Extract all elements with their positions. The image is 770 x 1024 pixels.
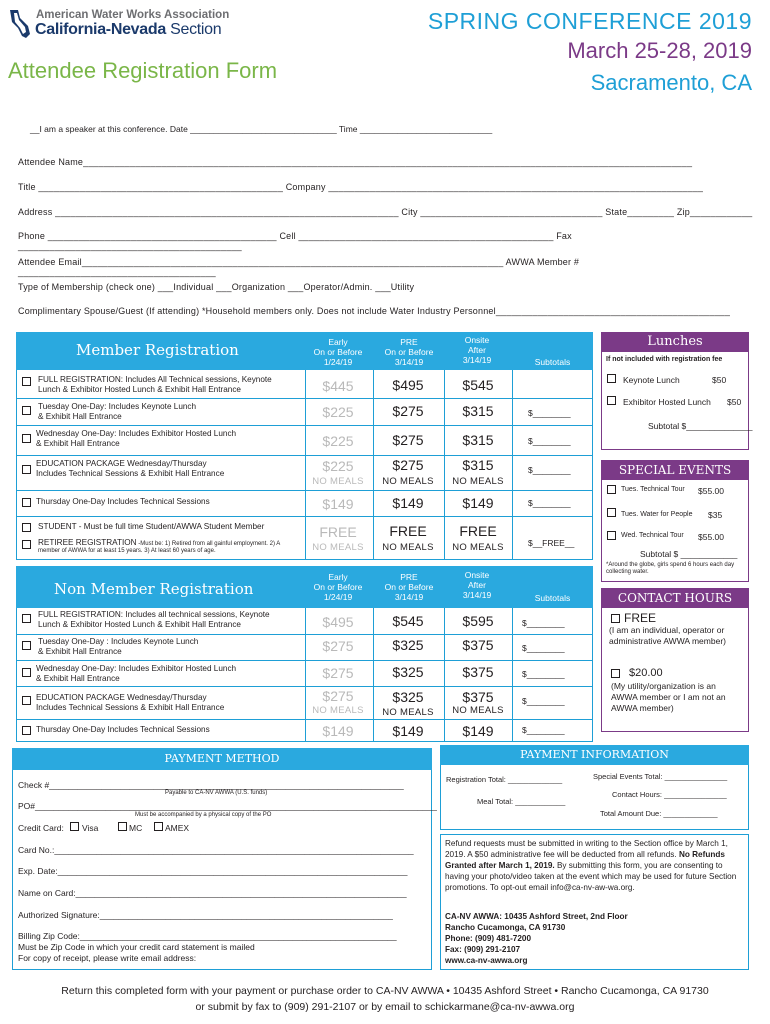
nonmember-thursday-checkbox[interactable] [22, 726, 31, 735]
member-education-pre: $275 [392, 457, 424, 473]
retiree-label: RETIREE REGISTRATION -Must be: 1) Retired from all gainful employment. 2) A [38, 538, 281, 547]
tour2-price: $35 [708, 510, 723, 520]
member-full-pre: $495 [392, 377, 424, 393]
tour1-price: $55.00 [698, 486, 724, 496]
keynote-lunch-checkbox[interactable] [607, 374, 616, 383]
nonmember-wednesday-early: $275 [322, 665, 354, 681]
contact-hours-paid-checkbox[interactable] [611, 669, 620, 678]
row-divider [16, 425, 593, 426]
member-education-early-nomeals: NO MEALS [312, 476, 364, 487]
po-note: Must be accompanied by a physical copy of the PO [135, 812, 272, 818]
awwa-logo-icon [8, 8, 33, 41]
nonmember-wednesday-label: Wednesday One-Day: Includes Exhibitor Hosted Lunch & Exhibit Hall Entrance [36, 664, 237, 683]
membership-type-field[interactable]: Type of Membership (check one) ___Individual ___Organization ___Operator/Admin. ___Utility [18, 282, 415, 292]
amex-label: AMEX [165, 823, 190, 833]
nonmember-col-divider-1 [373, 608, 374, 742]
member-col-subtotals: Subtotals [534, 357, 571, 367]
tour1-checkbox[interactable] [607, 485, 616, 494]
member-tuesday-checkbox[interactable] [22, 406, 31, 415]
member-thursday-subtotal[interactable]: $________ [528, 498, 571, 508]
card-number-field[interactable]: Card No.:____________________________________________________________________________ [18, 845, 414, 855]
member-thursday-checkbox[interactable] [22, 498, 31, 507]
nonmember-tuesday-checkbox[interactable] [22, 641, 31, 650]
spouse-field[interactable]: Complimentary Spouse/Guest (If attending) *Household members only. Does not include Water Industry Personnel_____________________________________________ [18, 306, 731, 316]
nonmember-col-subtotals: Subtotals [534, 593, 571, 603]
nonmember-tuesday-pre: $325 [392, 637, 424, 653]
conference-location: Sacramento, CA [590, 70, 752, 95]
row-divider [16, 719, 593, 720]
member-wednesday-subtotal[interactable]: $________ [528, 436, 571, 446]
nonmember-wednesday-checkbox[interactable] [22, 668, 31, 677]
member-tuesday-subtotal[interactable]: $________ [528, 408, 571, 418]
org-address: CA-NV AWWA: 10435 Ashford Street, 2nd Floor Rancho Cucamonga, CA 91730 Phone: (909) 481-7200 Fax: (909) 291-2107 www.ca-nv-awwa.org [445, 912, 628, 965]
credit-card-label: Credit Card: [18, 823, 64, 833]
billing-zip-field[interactable]: Billing Zip Code:___________________________________________________________________ [18, 931, 397, 941]
lunches-header: Lunches [601, 332, 749, 352]
member-wednesday-early: $225 [322, 433, 354, 449]
refund-policy: Refund requests must be submitted in writing to the Section office by March 1, 2019. A $50 administrative fee will be deducted from all refunds. No Refunds Granted after March 1, 2019. By submitting this form, you are consenting to having your photo/video taken at the event which may be used for future Section promotions. To opt-out email info@ca-nv-aw-wa.org. [445, 839, 737, 892]
row-divider [16, 490, 593, 491]
member-col-early: Early On or Before 1/24/19 [313, 337, 363, 367]
contact-hours-header: CONTACT HOURS [601, 588, 749, 608]
row-divider [16, 398, 593, 399]
member-tuesday-early: $225 [322, 404, 354, 420]
nonmember-education-label: EDUCATION PACKAGE Wednesday/Thursday Includes Technical Sessions & Exhibit Hall Entrance [36, 693, 225, 712]
special-events-note: *Around the globe, girls spend 6 hours each day collecting water. [606, 562, 735, 575]
exp-date-field[interactable]: Exp. Date:__________________________________________________________________________ [18, 866, 408, 876]
email-field[interactable]: Attendee Email_________________________________________________________________________________ AWWA Member # ______________________________________ [18, 257, 580, 277]
mc-label: MC [129, 823, 143, 833]
member-education-onsite: $315 [462, 457, 494, 473]
conference-title: SPRING CONFERENCE 2019 [427, 8, 752, 34]
nonmember-wednesday-onsite: $375 [462, 664, 494, 680]
member-wednesday-onsite: $315 [462, 432, 494, 448]
nonmember-registration-title: Non Member Registration [54, 580, 254, 598]
member-col-pre: PRE On or Before 3/14/19 [384, 337, 434, 367]
member-full-label: FULL REGISTRATION: Includes All Technical sessions, Keynote Lunch & Exhibitor Hosted Lunch & Exhibit Hall Entrance [38, 375, 272, 394]
payment-info-header: PAYMENT INFORMATION [440, 745, 749, 765]
keynote-lunch-label: Keynote Lunch [623, 375, 680, 385]
nonmember-education-pre: $325 [392, 689, 424, 705]
attendee-name-field[interactable]: Attendee Name_____________________________________________________________________________________________________________________ [18, 157, 693, 167]
payment-method-header: PAYMENT METHOD [12, 748, 432, 770]
amex-checkbox[interactable] [154, 822, 163, 831]
student-early-free: FREE [319, 524, 357, 540]
nonmember-wednesday-subtotal[interactable]: $________ [522, 669, 565, 679]
nonmember-col-onsite: Onsite After 3/14/19 [462, 570, 492, 600]
member-full-checkbox[interactable] [22, 377, 31, 386]
check-note: Payable to CA-NV AWWA (U.S. funds) [165, 790, 268, 796]
member-education-onsite-nomeals: NO MEALS [452, 476, 504, 487]
member-tuesday-pre: $275 [392, 403, 424, 419]
lunches-subtotal[interactable]: Subtotal $______________ [648, 421, 753, 431]
nonmember-education-subtotal[interactable]: $________ [522, 696, 565, 706]
member-tuesday-label: Tuesday One-Day: Includes Keynote Lunch & Exhibit Hall Entrance [38, 402, 197, 421]
phone-field[interactable]: Phone ____________________________________________ Cell _________________________________________________ Fax ___________________________________________ [18, 231, 572, 251]
tour2-label: Tues. Water for People [621, 511, 693, 518]
nonmember-education-early: $275 [322, 688, 354, 704]
special-events-total-field[interactable]: Special Events Total: _______________ [593, 772, 728, 781]
speaker-line[interactable]: __I am a speaker at this conference. Date _______________________________ Time ____________________________ [30, 124, 493, 134]
nonmember-thursday-subtotal[interactable]: $________ [522, 725, 565, 735]
conference-dates: March 25-28, 2019 [567, 38, 752, 63]
tour1-label: Tues. Technical Tour [621, 486, 685, 493]
student-subtotal: $__FREE__ [528, 538, 575, 548]
nonmember-thursday-early: $149 [322, 723, 354, 739]
contact-hours-paid-desc: (My utility/organization is an AWWA member or I am not an AWWA member) [611, 681, 726, 713]
member-education-pre-nomeals: NO MEALS [382, 476, 434, 487]
nonmember-col-divider-2 [444, 608, 445, 742]
member-full-onsite: $545 [462, 377, 494, 393]
signature-field[interactable]: Authorized Signature:______________________________________________________________ [18, 910, 393, 920]
nonmember-full-onsite: $595 [462, 613, 494, 629]
org-name-line2 [35, 21, 221, 39]
address-field[interactable]: Address __________________________________________________________________ City ___________________________________ State_________ Zip____________ [18, 207, 753, 217]
footer-line2: or submit by fax to (909) 291-2107 or by email to schickarmane@ca-nv-awwa.org [195, 1001, 575, 1013]
nonmember-full-checkbox[interactable] [22, 614, 31, 623]
member-thursday-pre: $149 [392, 495, 424, 511]
org-name-rest: Section [165, 21, 222, 38]
nonmember-full-early: $495 [322, 614, 354, 630]
student-pre-nomeals: NO MEALS [382, 542, 434, 553]
nonmember-col-divider-0 [305, 608, 306, 742]
zip-note: Must be Zip Code in which your credit card statement is mailed [18, 942, 255, 952]
nonmember-education-checkbox[interactable] [22, 696, 31, 705]
nonmember-col-divider-3 [512, 608, 513, 742]
exhibitor-lunch-price: $50 [727, 397, 742, 407]
form-title: Attendee Registration Form [8, 58, 278, 83]
member-wednesday-label: Wednesday One-Day: Includes Exhibitor Hosted Lunch & Exhibit Hall Entrance [36, 429, 237, 448]
nonmember-education-early-nomeals: NO MEALS [312, 705, 364, 716]
org-name-line1: American Water Works Association [36, 9, 230, 21]
special-events-subtotal[interactable]: Subtotal $ ____________ [640, 549, 738, 559]
tour3-price: $55.00 [698, 532, 724, 542]
contact-hours-free-desc: (I am an individual, operator or administrative AWWA member) [609, 625, 726, 646]
retiree-note: member of AWWA for at least 15 years. 3) At least 60 years of age. [38, 548, 216, 554]
contact-hours-free-label: FREE [624, 611, 657, 625]
member-wednesday-checkbox[interactable] [22, 434, 31, 443]
meal-total-field[interactable]: Meal Total: ____________ [477, 797, 566, 806]
member-tuesday-onsite: $315 [462, 403, 494, 419]
student-pre-free: FREE [389, 523, 427, 539]
member-wednesday-pre: $275 [392, 432, 424, 448]
student-checkbox[interactable] [22, 523, 31, 532]
title-company-field[interactable]: Title _______________________________________________ Company ________________________________________________________________________ [18, 182, 704, 192]
member-education-early: $225 [322, 458, 354, 474]
member-education-checkbox[interactable] [22, 465, 31, 474]
registration-total-field[interactable]: Registration Total: _____________ [446, 775, 563, 784]
nonmember-full-pre: $545 [392, 613, 424, 629]
row-divider [16, 634, 593, 635]
keynote-lunch-price: $50 [712, 375, 727, 385]
row-divider [16, 455, 593, 456]
nonmember-tuesday-onsite: $375 [462, 637, 494, 653]
nonmember-full-subtotal[interactable]: $________ [522, 618, 565, 628]
exhibitor-lunch-label: Exhibitor Hosted Lunch [623, 397, 711, 407]
row-divider [16, 660, 593, 661]
nonmember-full-label: FULL REGISTRATION: Includes all technical sessions, Keynote Lunch & Exhibitor Hosted Lunch & Exhibit Hall Entrance [38, 610, 270, 629]
nonmember-tuesday-early: $275 [322, 638, 354, 654]
tour3-checkbox[interactable] [607, 531, 616, 540]
tour3-label: Wed. Technical Tour [621, 532, 684, 539]
visa-checkbox[interactable] [70, 822, 79, 831]
check-field[interactable]: Check #___________________________________________________________________________ [18, 780, 404, 790]
nonmember-tuesday-label: Tuesday One-Day : Includes Keynote Lunch & Exhibit Hall Entrance [38, 637, 199, 656]
member-education-subtotal[interactable]: $________ [528, 465, 571, 475]
nonmember-wednesday-pre: $325 [392, 664, 424, 680]
nonmember-thursday-label: Thursday One-Day Includes Technical Sessions [36, 725, 210, 734]
footer-line1: Return this completed form with your payment or purchase order to CA-NV AWWA • 10435 Ashford Street • Rancho Cucamonga, CA 91730 [61, 985, 709, 997]
nonmember-tuesday-subtotal[interactable]: $________ [522, 643, 565, 653]
student-onsite-free: FREE [459, 523, 497, 539]
visa-label: Visa [82, 823, 99, 833]
tour2-checkbox[interactable] [607, 508, 616, 517]
nonmember-education-onsite: $375 [462, 689, 494, 705]
nonmember-col-early: Early On or Before 1/24/19 [313, 572, 363, 602]
exhibitor-lunch-checkbox[interactable] [607, 396, 616, 405]
nonmember-col-pre: PRE On or Before 3/14/19 [384, 572, 434, 602]
retiree-checkbox[interactable] [22, 540, 31, 549]
member-thursday-onsite: $149 [462, 495, 494, 511]
nonmember-education-onsite-nomeals: NO MEALS [452, 705, 504, 716]
amount-due-field[interactable]: Total Amount Due: _____________ [600, 809, 718, 818]
org-name-bold: California-Nevada [35, 21, 166, 38]
student-label: STUDENT - Must be full time Student/AWWA Student Member [38, 522, 265, 531]
student-onsite-nomeals: NO MEALS [452, 542, 504, 553]
member-col-onsite: Onsite After 3/14/19 [462, 335, 492, 365]
lunches-note: If not included with registration fee [606, 356, 723, 363]
row-divider [16, 686, 593, 687]
name-on-card-field[interactable]: Name on Card:______________________________________________________________________ [18, 888, 407, 898]
member-registration-title: Member Registration [76, 341, 239, 359]
receipt-note: For copy of receipt, please write email address: [18, 953, 197, 963]
member-thursday-early: $149 [322, 496, 354, 512]
member-education-label: EDUCATION PACKAGE Wednesday/Thursday Includes Technical Sessions & Exhibit Hall Entrance [36, 459, 225, 478]
row-divider [16, 516, 593, 517]
member-full-early: $445 [322, 378, 354, 394]
mc-checkbox[interactable] [118, 822, 127, 831]
member-thursday-label: Thursday One-Day Includes Technical Sessions [36, 497, 210, 506]
nonmember-thursday-onsite: $149 [462, 723, 494, 739]
po-field[interactable]: PO#_____________________________________________________________________________________ [18, 801, 437, 811]
contact-hours-paid-label: $20.00 [629, 667, 663, 679]
special-events-header: SPECIAL EVENTS [601, 460, 749, 480]
nonmember-education-pre-nomeals: NO MEALS [382, 707, 434, 718]
nonmember-thursday-pre: $149 [392, 723, 424, 739]
student-early-nomeals: NO MEALS [312, 542, 364, 553]
contact-hours-total-field[interactable]: Contact Hours: _______________ [612, 790, 727, 799]
contact-hours-free-checkbox[interactable] [611, 614, 620, 623]
